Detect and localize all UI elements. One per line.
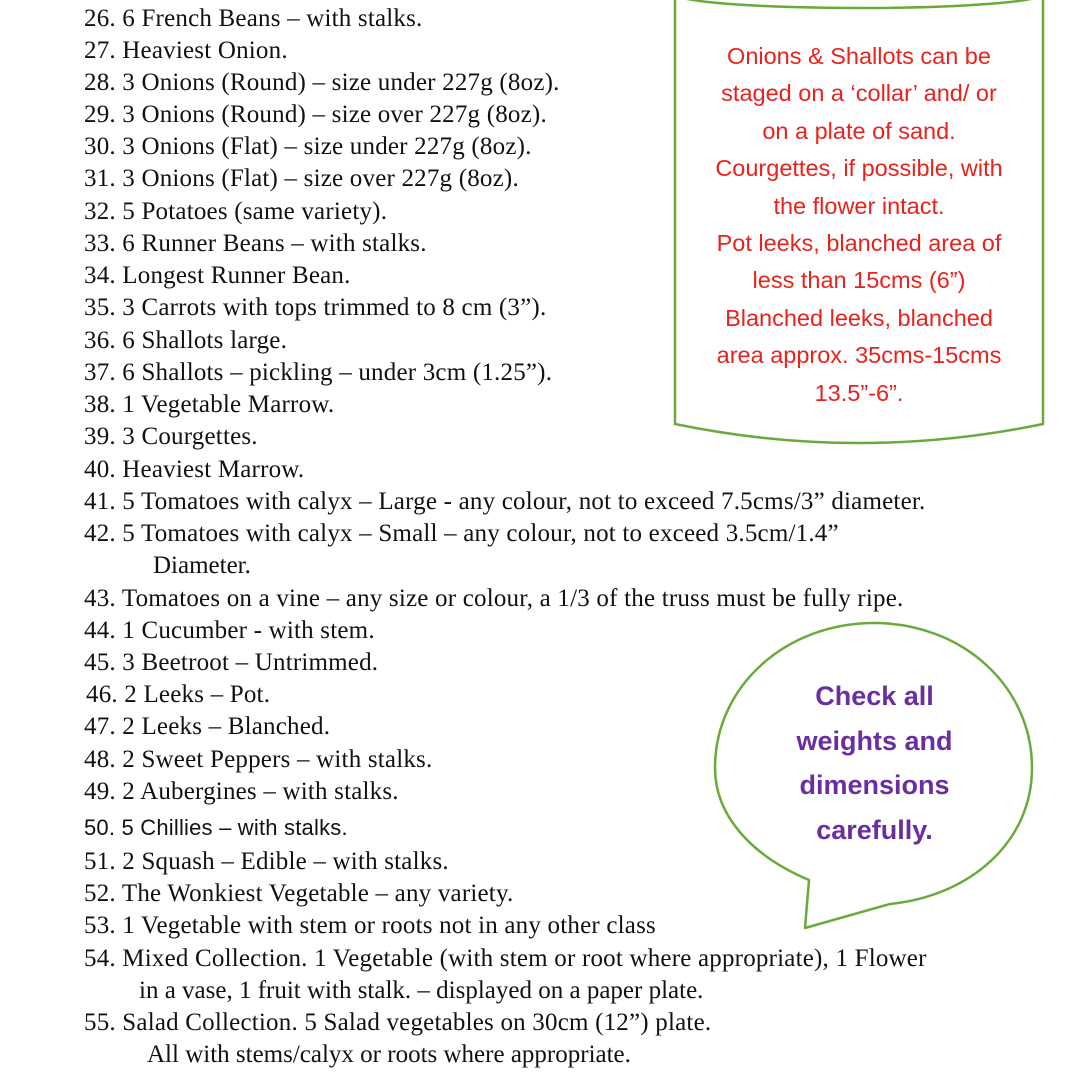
- list-item: 31. 3 Onions (Flat) – size over 227g (8oz).: [84, 165, 519, 192]
- bubble-line: carefully.: [816, 814, 933, 845]
- list-item: 32. 5 Potatoes (same variety).: [84, 198, 388, 225]
- list-item: 35. 3 Carrots with tops trimmed to 8 cm (3”).: [84, 294, 547, 321]
- list-item-continuation: Diameter.: [153, 552, 251, 579]
- list-item: 45. 3 Beetroot – Untrimmed.: [84, 649, 379, 676]
- list-item: 46. 2 Leeks – Pot.: [86, 681, 271, 708]
- list-item: 43. Tomatoes on a vine – any size or colour, a 1/3 of the truss must be fully ripe.: [84, 585, 904, 612]
- list-item: 52. The Wonkiest Vegetable – any variety.: [84, 880, 514, 907]
- reminder-text: [742, 674, 1007, 852]
- staging-note-text: [673, 38, 1045, 412]
- list-item: 42. 5 Tomatoes with calyx – Small – any colour, not to exceed 3.5cm/1.4”: [84, 520, 839, 547]
- list-item: 49. 2 Aubergines – with stalks.: [84, 778, 399, 805]
- list-item: 40. Heaviest Marrow.: [84, 456, 305, 483]
- note-line: staged on a ‘collar’ and/ or: [721, 80, 997, 107]
- list-item: 44. 1 Cucumber - with stem.: [84, 617, 375, 644]
- list-item: 26. 6 French Beans – with stalks.: [84, 5, 423, 32]
- note-line: Pot leeks, blanched area of: [716, 230, 1002, 257]
- staging-note: [673, 0, 1045, 450]
- list-item-continuation: in a vase, 1 fruit with stalk. – displayed on a paper plate.: [139, 977, 704, 1004]
- bubble-line: Check all: [815, 681, 934, 711]
- list-item: 27. Heaviest Onion.: [84, 37, 288, 64]
- note-line: less than 15cms (6”): [752, 267, 966, 294]
- note-line: on a plate of sand.: [762, 117, 956, 144]
- note-line: Onions & Shallots can be: [727, 43, 991, 69]
- list-item: 37. 6 Shallots – pickling – under 3cm (1.25”).: [84, 359, 553, 386]
- list-item: 29. 3 Onions (Round) – size over 227g (8oz).: [84, 101, 547, 128]
- note-line: the flower intact.: [773, 192, 945, 219]
- list-item: 30. 3 Onions (Flat) – size under 227g (8oz).: [84, 133, 532, 160]
- bubble-line: dimensions: [799, 770, 950, 800]
- list-item: 54. Mixed Collection. 1 Vegetable (with stem or root where appropriate), 1 Flower: [84, 945, 927, 972]
- note-line: 13.5”-6”.: [814, 379, 904, 406]
- reminder-speech-bubble: [712, 620, 1037, 932]
- bubble-line: weights and: [796, 725, 953, 756]
- list-item: 39. 3 Courgettes.: [84, 423, 258, 450]
- list-item: 53. 1 Vegetable with stem or roots not in any other class: [84, 912, 656, 939]
- list-item: 28. 3 Onions (Round) – size under 227g (8oz).: [84, 69, 560, 96]
- list-item-continuation: All with stems/calyx or roots where appropriate.: [147, 1041, 631, 1068]
- list-item: 50. 5 Chillies – with stalks.: [84, 815, 348, 840]
- list-item: 34. Longest Runner Bean.: [84, 262, 351, 289]
- note-line: area approx. 35cms-15cms: [716, 342, 1002, 369]
- list-item: 38. 1 Vegetable Marrow.: [84, 391, 335, 418]
- list-item: 33. 6 Runner Beans – with stalks.: [84, 230, 427, 257]
- note-line: Courgettes, if possible, with: [715, 155, 1003, 182]
- list-item: 48. 2 Sweet Peppers – with stalks.: [84, 746, 433, 773]
- list-item: 55. Salad Collection. 5 Salad vegetables on 30cm (12”) plate.: [84, 1009, 712, 1036]
- list-item: 51. 2 Squash – Edible – with stalks.: [84, 848, 449, 875]
- list-item: 41. 5 Tomatoes with calyx – Large - any colour, not to exceed 7.5cms/3” diameter.: [84, 488, 926, 515]
- list-item: 47. 2 Leeks – Blanched.: [84, 713, 331, 740]
- note-line: Blanched leeks, blanched: [725, 304, 993, 331]
- list-item: 36. 6 Shallots large.: [84, 327, 288, 354]
